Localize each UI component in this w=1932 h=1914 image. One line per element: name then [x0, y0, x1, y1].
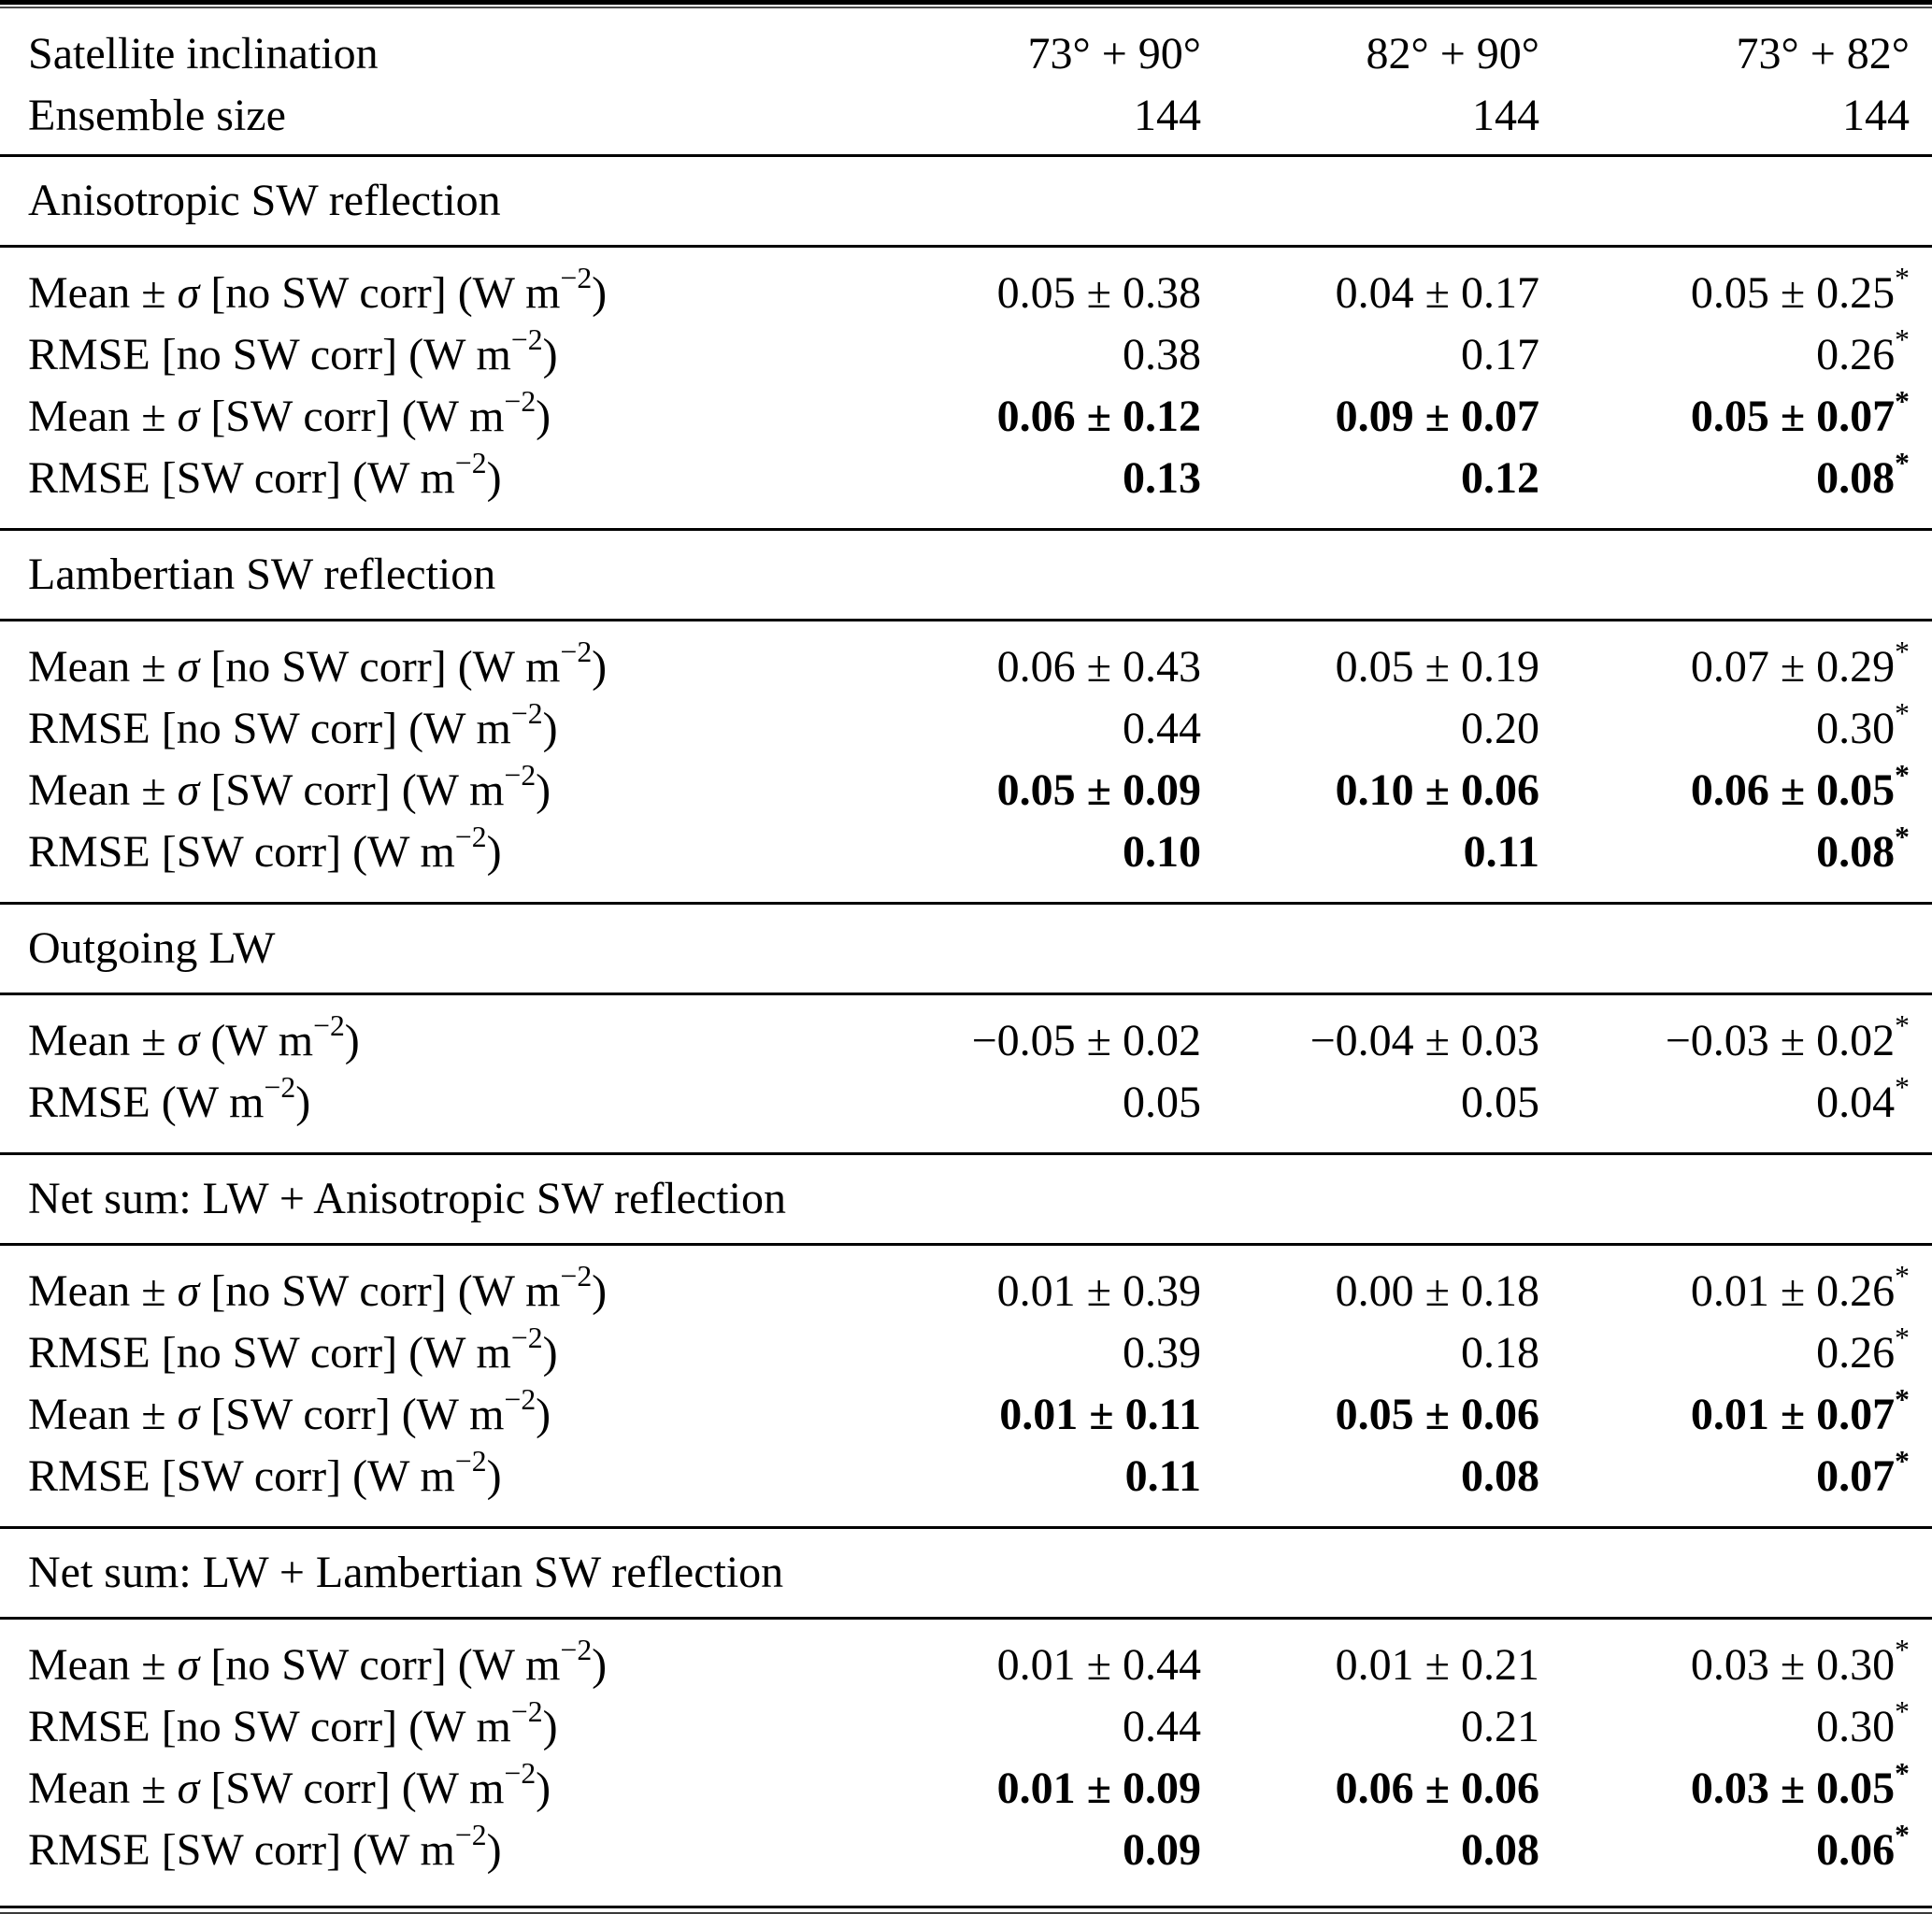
- value-cell: 0.12: [1461, 453, 1539, 503]
- table-body: [0, 154, 1932, 1900]
- row-label: RMSE [SW corr] (W $m^{-2}$): [28, 1819, 502, 1875]
- row-label: Mean ± σ [no SW corr] (W $m^{-2}$): [28, 1634, 608, 1690]
- ensemble-size-value: 144: [1842, 91, 1910, 140]
- row-label: RMSE [no SW corr] (W $m^{-2}$): [28, 323, 558, 379]
- value-cell: 0.44: [1123, 704, 1201, 753]
- row-label: RMSE [no SW corr] (W $m^{-2}$): [28, 1321, 558, 1378]
- value-cell: 0.10: [1123, 827, 1201, 877]
- value-cell: 0.05 ± 0.07*: [1690, 385, 1910, 441]
- value-cell: 0.05 ± 0.38: [996, 268, 1201, 318]
- value-cell: 0.01 ± 0.09: [996, 1764, 1201, 1813]
- value-cell: 0.01 ± 0.11: [999, 1390, 1201, 1439]
- row-label: RMSE [SW corr] (W $m^{-2}$): [28, 1445, 502, 1501]
- value-cell: 0.44: [1123, 1702, 1201, 1751]
- value-cell: 0.01 ± 0.07*: [1690, 1383, 1910, 1439]
- section-data-block: [0, 1620, 1932, 1900]
- value-cell: 0.08*: [1816, 447, 1910, 503]
- value-cell: 0.26*: [1816, 1321, 1910, 1378]
- table-row: [0, 263, 1932, 324]
- header-label-satellite-inclination: Satellite inclination: [28, 29, 379, 79]
- row-label: RMSE (W $m^{-2}$): [28, 1071, 311, 1127]
- row-label: Mean ± σ [SW corr] (W $m^{-2}$): [28, 1383, 551, 1439]
- value-cell: 0.05: [1461, 1078, 1539, 1127]
- column-header-73-90: 73° + 90°: [1027, 29, 1201, 79]
- table-row: [0, 1696, 1932, 1758]
- table-row: [0, 821, 1932, 883]
- row-label: Mean ± σ [SW corr] (W $m^{-2}$): [28, 1757, 551, 1813]
- row-label: Mean ± σ [no SW corr] (W $m^{-2}$): [28, 636, 608, 692]
- table-bottom-rule: [0, 1906, 1932, 1914]
- table-row: [0, 1446, 1932, 1507]
- value-cell: 0.04*: [1816, 1071, 1910, 1127]
- row-label: RMSE [SW corr] (W $m^{-2}$): [28, 447, 502, 503]
- section-title: Net sum: LW + Anisotropic SW reflection: [0, 1152, 1932, 1246]
- table-row: [0, 760, 1932, 821]
- value-cell: 0.26*: [1816, 323, 1910, 379]
- row-label: Mean ± σ [SW corr] (W $m^{-2}$): [28, 759, 551, 815]
- section-data-block: [0, 621, 1932, 902]
- table-row: [0, 324, 1932, 386]
- value-cell: 0.17: [1461, 330, 1539, 379]
- value-cell: 0.05: [1123, 1078, 1201, 1127]
- table-row: [0, 1072, 1932, 1134]
- table-row: [0, 1322, 1932, 1384]
- value-cell: 0.11: [1463, 827, 1539, 877]
- value-cell: 0.05 ± 0.19: [1335, 642, 1539, 692]
- table-row: [0, 698, 1932, 760]
- value-cell: 0.39: [1123, 1328, 1201, 1378]
- table-header: [0, 8, 1932, 154]
- row-label: RMSE [no SW corr] (W $m^{-2}$): [28, 697, 558, 753]
- section-data-block: [0, 248, 1932, 528]
- value-cell: 0.08: [1461, 1825, 1539, 1875]
- value-cell: 0.07*: [1816, 1445, 1910, 1501]
- section-title: Lambertian SW reflection: [0, 528, 1932, 621]
- value-cell: 0.30*: [1816, 697, 1910, 753]
- value-cell: −0.04 ± 0.03: [1309, 1016, 1539, 1065]
- section-data-block: [0, 1246, 1932, 1526]
- value-cell: 0.06 ± 0.43: [996, 642, 1201, 692]
- table-row: [0, 386, 1932, 448]
- table-row: [0, 1010, 1932, 1072]
- value-cell: 0.06*: [1816, 1819, 1910, 1875]
- value-cell: 0.05 ± 0.09: [996, 765, 1201, 815]
- row-label: Mean ± σ [no SW corr] (W $m^{-2}$): [28, 262, 608, 318]
- header-label-ensemble-size: Ensemble size: [28, 91, 286, 140]
- value-cell: 0.10 ± 0.06: [1335, 765, 1539, 815]
- value-cell: 0.03 ± 0.05*: [1690, 1757, 1910, 1813]
- value-cell: 0.08*: [1816, 821, 1910, 877]
- value-cell: 0.18: [1461, 1328, 1539, 1378]
- value-cell: 0.00 ± 0.18: [1335, 1266, 1539, 1316]
- table-row: [0, 1758, 1932, 1820]
- header-row-ensemble-size: [0, 85, 1932, 147]
- value-cell: 0.13: [1123, 453, 1201, 503]
- value-cell: 0.01 ± 0.44: [996, 1640, 1201, 1690]
- header-row-satellite-inclination: [0, 23, 1932, 85]
- value-cell: 0.09 ± 0.07: [1335, 392, 1539, 441]
- value-cell: 0.03 ± 0.30*: [1690, 1634, 1910, 1690]
- value-cell: 0.04 ± 0.17: [1335, 268, 1539, 318]
- value-cell: 0.08: [1461, 1451, 1539, 1501]
- table-top-rule: [0, 0, 1932, 8]
- section-title: Anisotropic SW reflection: [0, 154, 1932, 248]
- value-cell: 0.09: [1123, 1825, 1201, 1875]
- row-label: Mean ± σ (W $m^{-2}$): [28, 1009, 360, 1065]
- value-cell: 0.06 ± 0.12: [996, 392, 1201, 441]
- row-label: RMSE [SW corr] (W $m^{-2}$): [28, 821, 502, 877]
- value-cell: 0.30*: [1816, 1695, 1910, 1751]
- ensemble-size-value: 144: [1134, 91, 1201, 140]
- value-cell: 0.20: [1461, 704, 1539, 753]
- row-label: RMSE [no SW corr] (W $m^{-2}$): [28, 1695, 558, 1751]
- table-row: [0, 636, 1932, 698]
- table-row: [0, 1820, 1932, 1881]
- section-title: Outgoing LW: [0, 902, 1932, 995]
- value-cell: 0.21: [1461, 1702, 1539, 1751]
- value-cell: 0.05 ± 0.06: [1335, 1390, 1539, 1439]
- value-cell: 0.11: [1124, 1451, 1201, 1501]
- value-cell: 0.06 ± 0.06: [1335, 1764, 1539, 1813]
- row-label: Mean ± σ [SW corr] (W $m^{-2}$): [28, 385, 551, 441]
- table-row: [0, 1384, 1932, 1446]
- row-label: Mean ± σ [no SW corr] (W $m^{-2}$): [28, 1260, 608, 1316]
- value-cell: 0.01 ± 0.21: [1335, 1640, 1539, 1690]
- column-header-82-90: 82° + 90°: [1366, 29, 1539, 79]
- value-cell: 0.05 ± 0.25*: [1690, 262, 1910, 318]
- value-cell: 0.01 ± 0.39: [996, 1266, 1201, 1316]
- value-cell: −0.05 ± 0.02: [971, 1016, 1201, 1065]
- value-cell: 0.06 ± 0.05*: [1690, 759, 1910, 815]
- column-header-73-82: 73° + 82°: [1736, 29, 1910, 79]
- table-row: [0, 448, 1932, 509]
- value-cell: 0.07 ± 0.29*: [1690, 636, 1910, 692]
- table-row: [0, 1261, 1932, 1322]
- value-cell: −0.03 ± 0.02*: [1665, 1009, 1910, 1065]
- section-data-block: [0, 995, 1932, 1152]
- ensemble-size-value: 144: [1472, 91, 1539, 140]
- value-cell: 0.38: [1123, 330, 1201, 379]
- table-row: [0, 1635, 1932, 1696]
- value-cell: 0.01 ± 0.26*: [1690, 1260, 1910, 1316]
- section-title: Net sum: LW + Lambertian SW reflection: [0, 1526, 1932, 1620]
